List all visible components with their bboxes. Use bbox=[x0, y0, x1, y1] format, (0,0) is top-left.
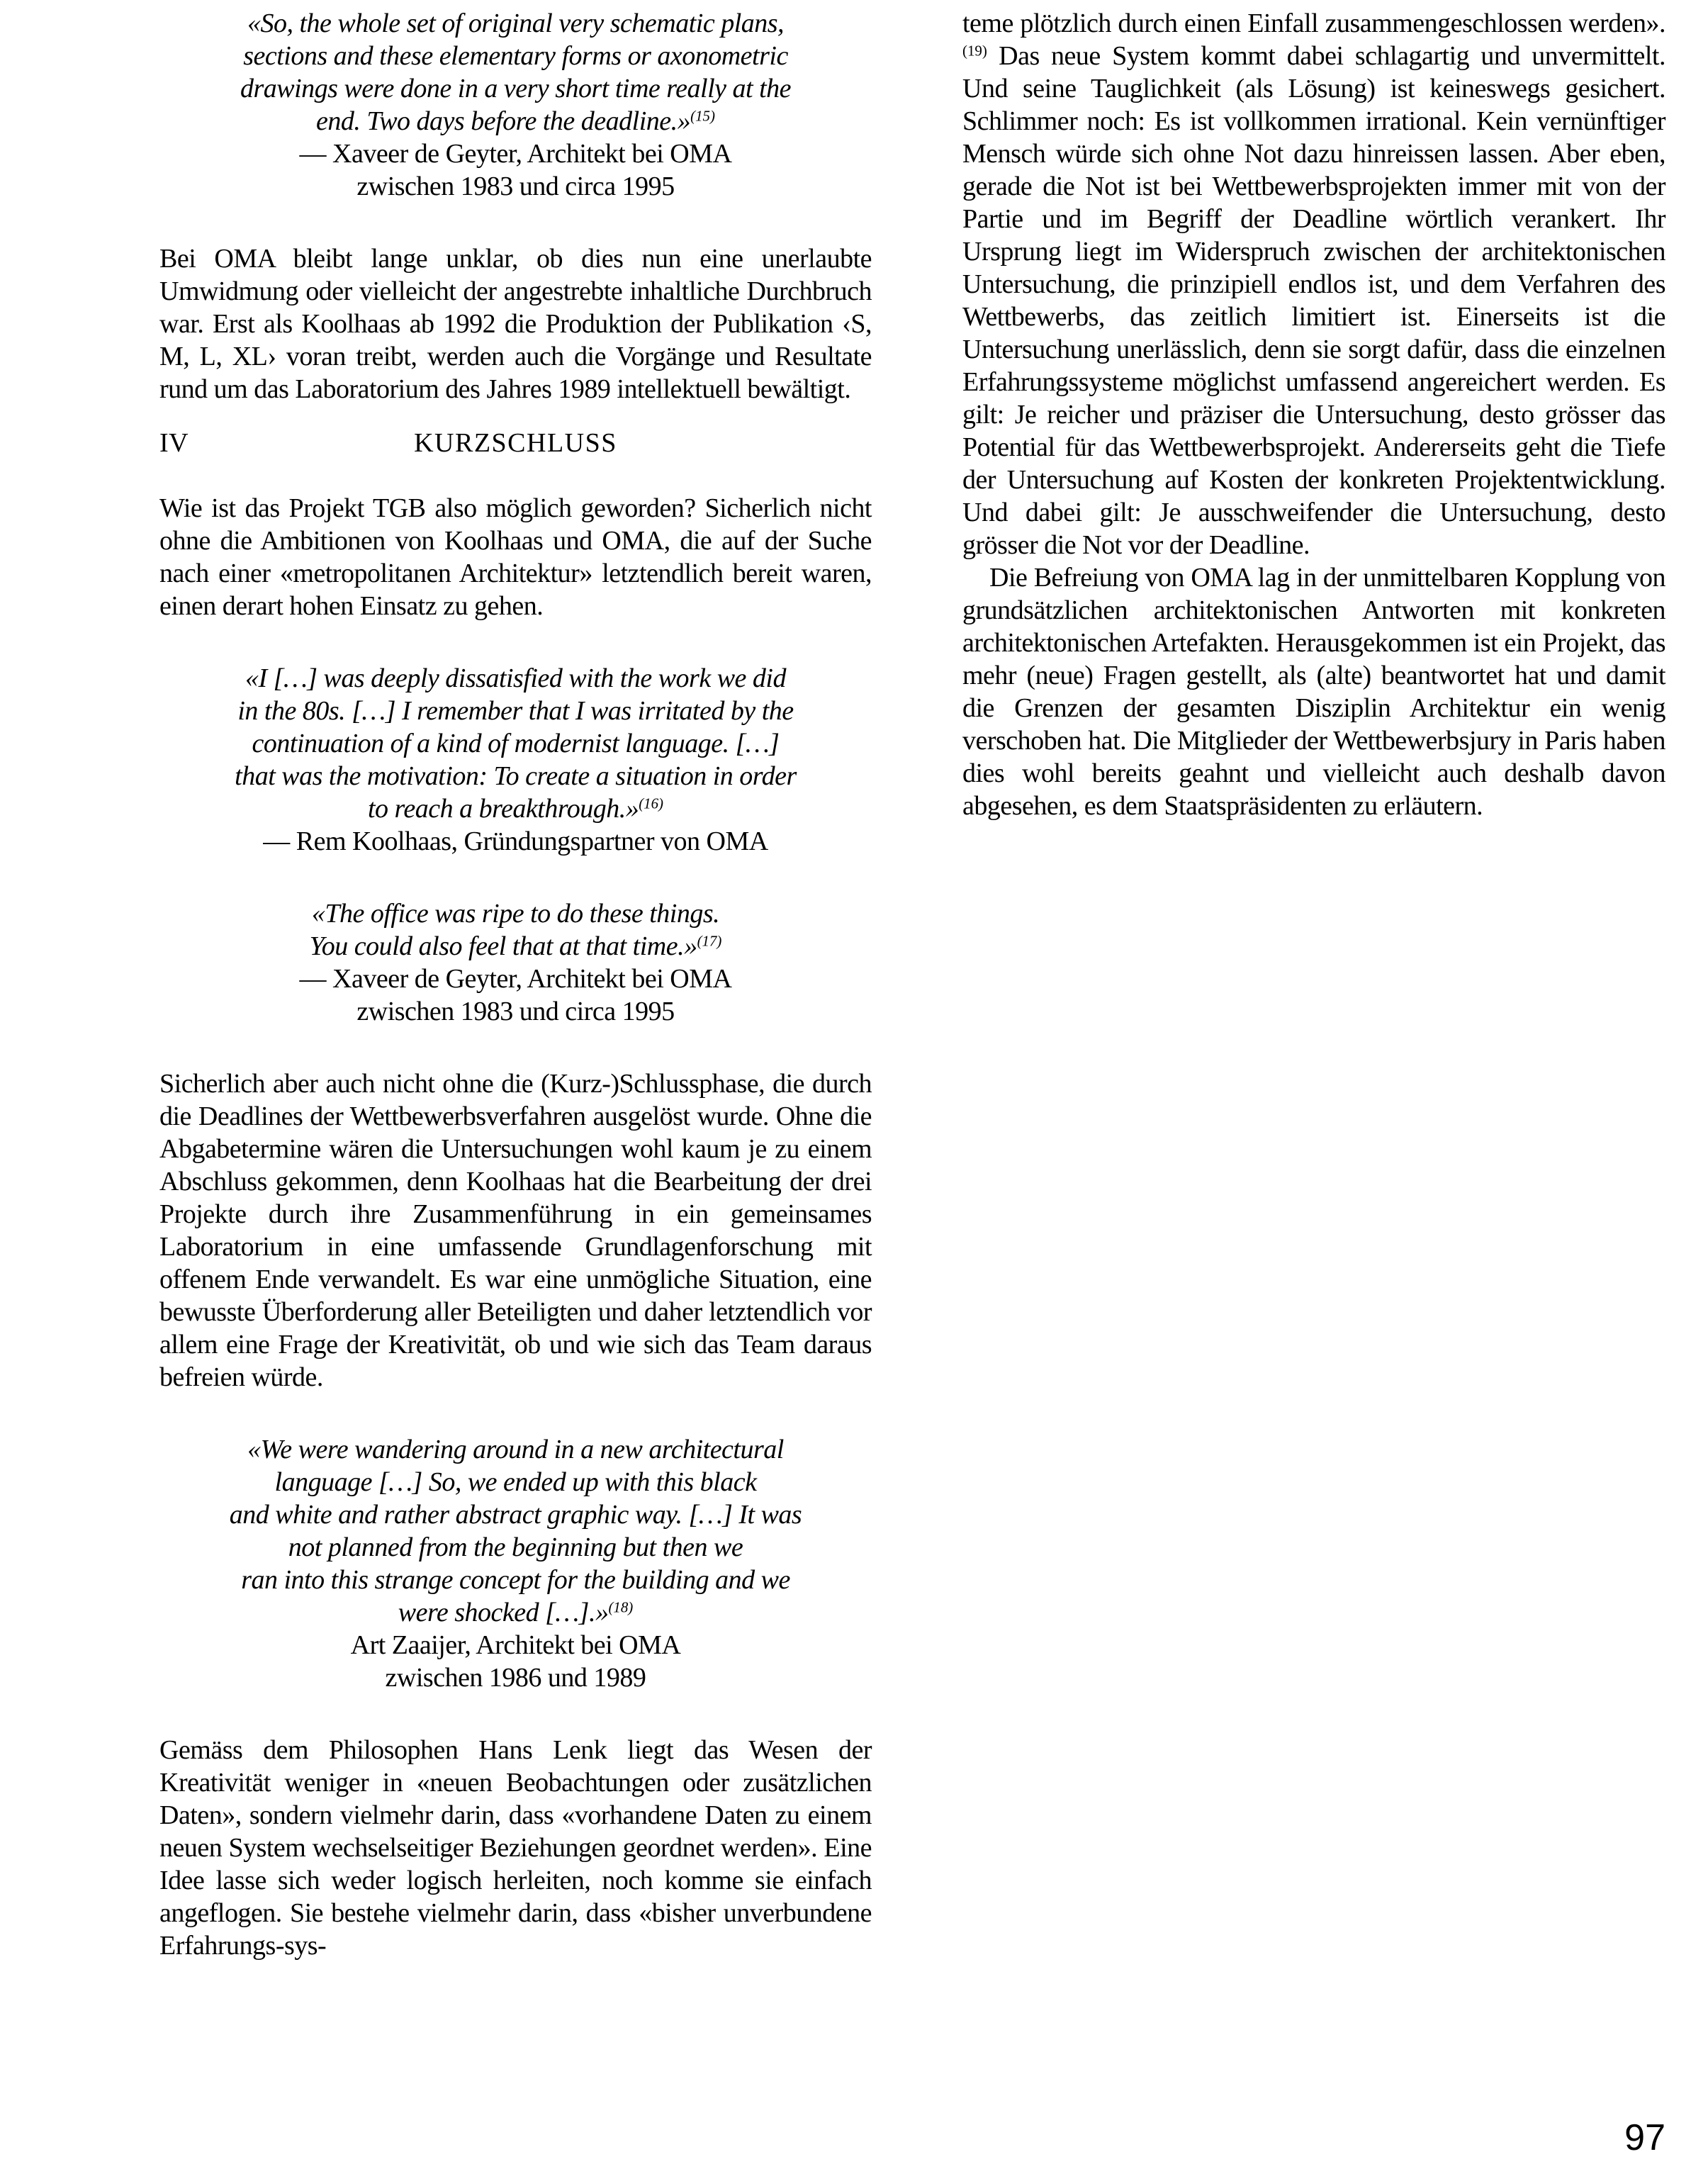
footnote-marker: (15) bbox=[690, 107, 715, 125]
paragraph-die-befreiung: Die Befreiung von OMA lag in der unmittelbaren Kopplung von grundsätzlichen architektonischen Antworten mit konkreten architektonischen Artefakten. Herausgekommen ist ein Projekt, das mehr (neue) Fragen gestellt, als (alte) beantwortet hat und damit die Grenzen der gesamten Disziplin Architektur ein wenig verschoben hat. Die Mitglieder der Wettbewerbsjury in Paris haben dies wohl bereits geahnt und vielleicht auch deshalb davon abgesehen, es dem Staatspräsidenten zu erläutern. bbox=[962, 563, 1665, 821]
quote-text: You could also feel that at that time.» bbox=[309, 931, 697, 961]
quote-line: not planned from the beginning but then we bbox=[288, 1532, 743, 1562]
left-column bbox=[159, 7, 872, 1962]
paragraph-teme-ploetzlich bbox=[962, 7, 1665, 561]
quote-attribution: — Xaveer de Geyter, Architekt bei OMA bbox=[299, 964, 732, 994]
quote-line: «I […] was deeply dissatisfied with the work we did bbox=[245, 663, 786, 693]
footnote-marker: (17) bbox=[697, 932, 722, 950]
quote-block-1 bbox=[159, 7, 872, 203]
paragraph-sicherlich: Sicherlich aber auch nicht ohne die (Kurz-)Schlussphase, die durch die Deadlines der Wettbewerbsverfahren ausgelöst wurde. Ohne die Abgabetermine wären die Untersuchungen wohl kaum je zu einem Abschluss gekommen, denn Koolhaas hat die Bearbeitung der drei Projekte durch ihre Zusammenführung in ein gemeinsames Laboratorium in eine umfassende Grundlagenforschung mit offenem Ende verwandelt. Es war eine unmögliche Situation, eine bewusste Überforderung aller Beteiligten und daher letztendlich vor allem eine Frage der Kreativität, ob und wie sich das Team daraus befreien würde. bbox=[159, 1069, 872, 1392]
quote-line: «So, the whole set of original very schematic plans, bbox=[247, 9, 785, 38]
quote-line: sections and these elementary forms or axonometric bbox=[243, 41, 788, 71]
paragraph-text: teme plötzlich durch einen Einfall zusammengeschlossen werden». bbox=[962, 9, 1665, 38]
footnote-marker: (16) bbox=[639, 795, 664, 812]
paragraph-gemaess: Gemäss dem Philosophen Hans Lenk liegt das Wesen der Kreativität weniger in «neuen Beobachtungen oder zusätzlichen Daten», sondern vielmehr darin, dass «vorhandene Daten zu einem neuen System wechselseitiger Beziehungen geordnet werden». Eine Idee lasse sich weder logisch herleiten, noch komme sie einfach angeflogen. Sie bestehe vielmehr darin, dass «bisher unverbundene Erfahrungs-sys- bbox=[159, 1735, 872, 1961]
quote-line: language […] So, we ended up with this black bbox=[274, 1467, 757, 1497]
quote-attribution: zwischen 1983 und circa 1995 bbox=[356, 172, 675, 201]
quote-line: «The office was ripe to do these things. bbox=[311, 899, 720, 929]
quote-text: were shocked […].» bbox=[398, 1598, 609, 1627]
quote-line: ran into this strange concept for the building and we bbox=[241, 1565, 790, 1595]
section-heading bbox=[159, 427, 872, 459]
footnote-marker: (19) bbox=[962, 42, 987, 60]
quote-line: «We were wandering around in a new architectural bbox=[247, 1435, 784, 1464]
right-column bbox=[962, 7, 1665, 822]
paragraph-text: Das neue System kommt dabei schlagartig und unvermittelt. Und seine Tauglichkeit (als Lösung) ist keineswegs gesichert. Schlimmer noch: Es ist vollkommen irrational. Kein vernünftiger Mensch würde sich ohne Not dazu hinreissen lassen. Aber eben, gerade die Not ist bei Wettbewerbsprojekten immer mit von der Partie und im Begriff der Deadline wörtlich verankert. Ihr Ursprung liegt im Widerspruch zwischen der architektonischen Untersuchung, die prinzipiell endlos ist, und dem Verfahren des Wettbewerbs, das zeitlich limitiert ist. Einerseits ist die Untersuchung unerlässlich, denn sie sorgt dafür, dass die einzelnen Erfahrungssysteme möglichst umfassend angereichert werden. Es gilt: Je reicher und präziser die Untersuchung, desto grösser das Potential für das Wettbewerbsprojekt. Andererseits geht die Tiefe der Untersuchung auf Kosten der konkreten Projektentwicklung. Und dabei gilt: Je ausschweifender die Untersuchung, desto grösser die Not vor der Deadline. bbox=[962, 41, 1665, 560]
page-number: 97 bbox=[1624, 2117, 1665, 2158]
quote-block-4 bbox=[159, 1433, 872, 1694]
quote-attribution: Art Zaaijer, Architekt bei OMA bbox=[350, 1630, 681, 1660]
quote-line bbox=[159, 792, 872, 825]
quote-line: continuation of a kind of modernist language. […] bbox=[252, 729, 780, 758]
quote-attribution: zwischen 1986 und 1989 bbox=[385, 1663, 646, 1693]
quote-line: in the 80s. […] I remember that I was irritated by the bbox=[237, 696, 794, 726]
paragraph-wie-ist: Wie ist das Projekt TGB also möglich geworden? Sicherlich nicht ohne die Ambitionen von Koolhaas und OMA, die auf der Suche nach einer «metropolitanen Architektur» letztendlich bereit waren, einen derart hohen Einsatz zu gehen. bbox=[159, 493, 872, 621]
quote-block-2 bbox=[159, 662, 872, 858]
quote-attribution: — Xaveer de Geyter, Architekt bei OMA bbox=[299, 139, 732, 169]
paragraph-bei-oma: Bei OMA bleibt lange unklar, ob dies nun eine unerlaubte Umwidmung oder vielleicht der angestrebte inhaltliche Durchbruch war. Erst als Koolhaas ab 1992 die Produktion der Publikation ‹S, M, L, XL› voran treibt, werden auch die Vorgänge und Resultate rund um das Laboratorium des Jahres 1989 intellektuell bewältigt. bbox=[159, 244, 872, 404]
quote-line: that was the motivation: To create a situation in order bbox=[235, 761, 797, 791]
quote-attribution: zwischen 1983 und circa 1995 bbox=[356, 997, 675, 1026]
quote-attribution: — Rem Koolhaas, Gründungspartner von OMA bbox=[263, 826, 768, 856]
quote-text: to reach a breakthrough.» bbox=[367, 794, 639, 824]
quote-line: drawings were done in a very short time really at the bbox=[240, 74, 791, 103]
section-title: KURZSCHLUSS bbox=[414, 428, 617, 458]
quote-line bbox=[159, 930, 872, 963]
footnote-marker: (18) bbox=[608, 1598, 634, 1616]
quote-text: end. Two days before the deadline.» bbox=[316, 106, 691, 136]
quote-line bbox=[159, 1596, 872, 1629]
quote-block-3 bbox=[159, 897, 872, 1028]
quote-line: and white and rather abstract graphic way. […] It was bbox=[229, 1500, 802, 1530]
quote-line bbox=[159, 105, 872, 138]
section-numeral: IV bbox=[159, 428, 189, 458]
